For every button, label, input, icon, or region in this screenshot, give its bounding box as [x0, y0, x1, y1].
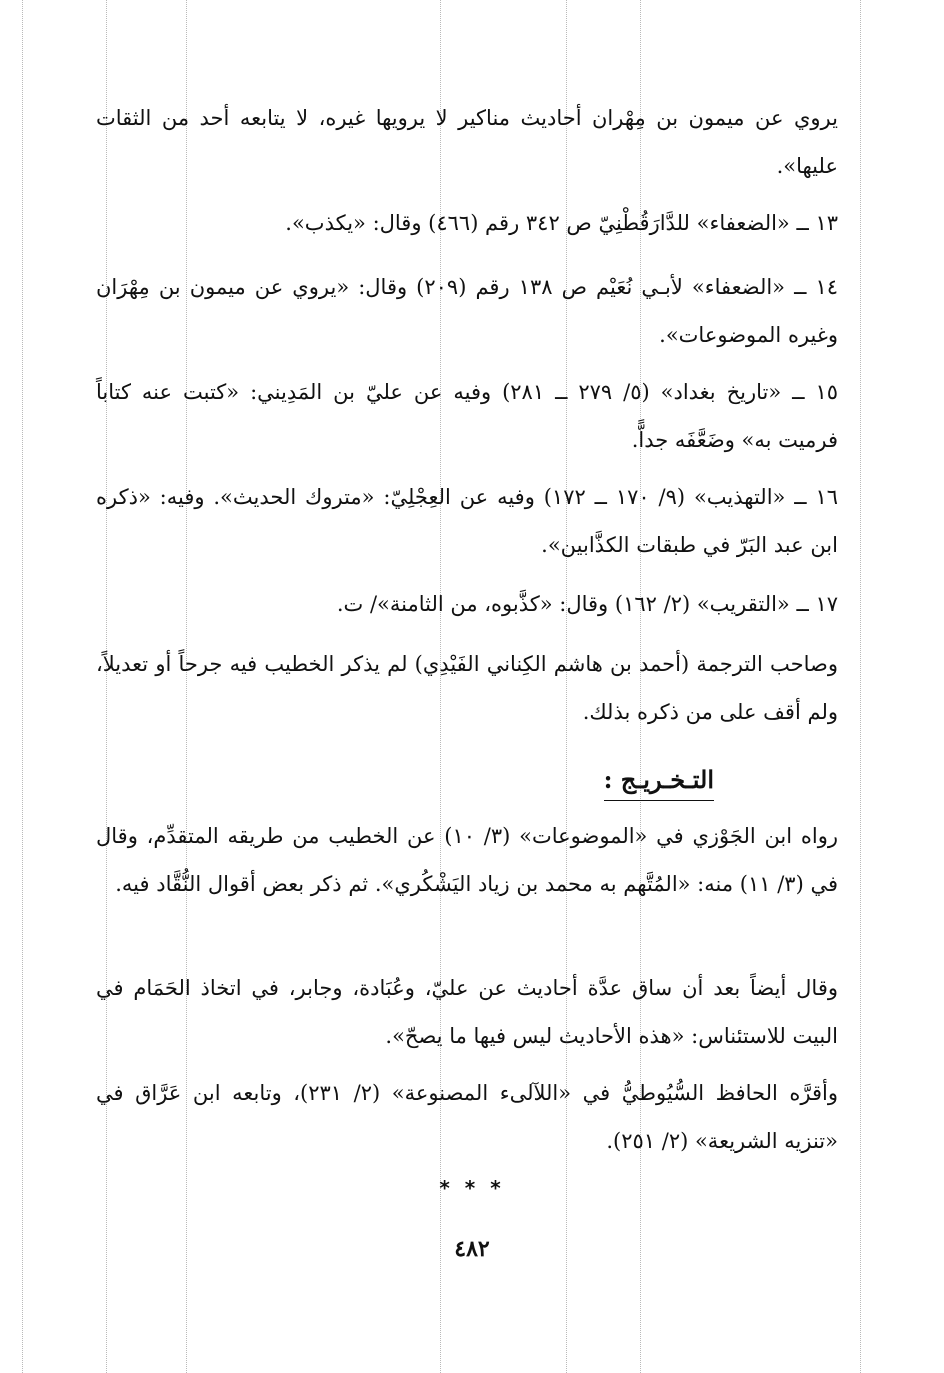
- takhrij-paragraph: وقال أيضاً بعد أن ساق عدَّة أحاديث عن عليّ، وعُبَادة، وجابر، في اتخاذ الحَمَام في البيت للاستئناس: «هذه الأحاديث ليس فيها ما يصحّ».: [96, 976, 838, 1048]
- section-separator: * * *: [439, 1176, 505, 1200]
- paragraph-continuation: يروي عن ميمون بن مِهْران أحاديث مناكير لا يرويها غيره، لا يتابعه أحد من الثقات عليها».: [96, 106, 838, 178]
- scan-guide-line: [860, 0, 861, 1373]
- source-entry-15: ١٥ ــ «تاريخ بغداد» (٥/ ٢٧٩ ــ ٢٨١) وفيه عن عليّ بن المَدِيني: «كتبت عنه كتاباً فرميت به» وضَعَّفَه جداًّ.: [96, 380, 838, 452]
- takhrij-paragraph: رواه ابن الجَوْزي في «الموضوعات» (٣/ ١٠) عن الخطيب من طريقه المتقدِّم، وقال في (٣/ ١١) منه: «المُتَّهم به محمد بن زياد اليَشْكُري». ثم ذكر بعض أقوال النُّقَّاد فيه.: [96, 824, 838, 896]
- biography-note: وصاحب الترجمة (أحمد بن هاشم الكِناني الفَيْدِي) لم يذكر الخطيب فيه جرحاً أو تعديلاً، ولم أقف على من ذكره بذلك.: [96, 652, 838, 724]
- section-heading-takhrij: التـخـريـج :: [604, 760, 714, 801]
- source-entry-16: ١٦ ــ «التهذيب» (٩/ ١٧٠ ــ ١٧٢) وفيه عن العِجْلِيّ: «متروك الحديث». وفيه: «ذكره ابن عبد البَرّ في طبقات الكذَّابين».: [96, 485, 838, 557]
- scan-guide-line: [22, 0, 23, 1373]
- source-entry-17: ١٧ ــ «التقريب» (٢/ ١٦٢) وقال: «كذَّبوه، من الثامنة»/ ت.: [336, 592, 838, 616]
- page-number: ٤٨٢: [454, 1236, 490, 1262]
- source-entry-14: ١٤ ــ «الضعفاء» لأبـي نُعَيْم ص ١٣٨ رقم (٢٠٩) وقال: «يروي عن ميمون بن مِهْرَان وغيره الموضوعات».: [96, 275, 838, 347]
- takhrij-paragraph: وأقرَّه الحافظ السُّيُوطيُّ في «اللآلىء المصنوعة» (٢/ ٢٣١)، وتابعه ابن عَرَّاق في «تنزيه الشريعة» (٢/ ٢٥١).: [96, 1081, 838, 1153]
- source-entry-13: ١٣ ــ «الضعفاء» للدَّارَقُطْنِيّ ص ٣٤٢ رقم (٤٦٦) وقال: «يكذب».: [285, 211, 838, 235]
